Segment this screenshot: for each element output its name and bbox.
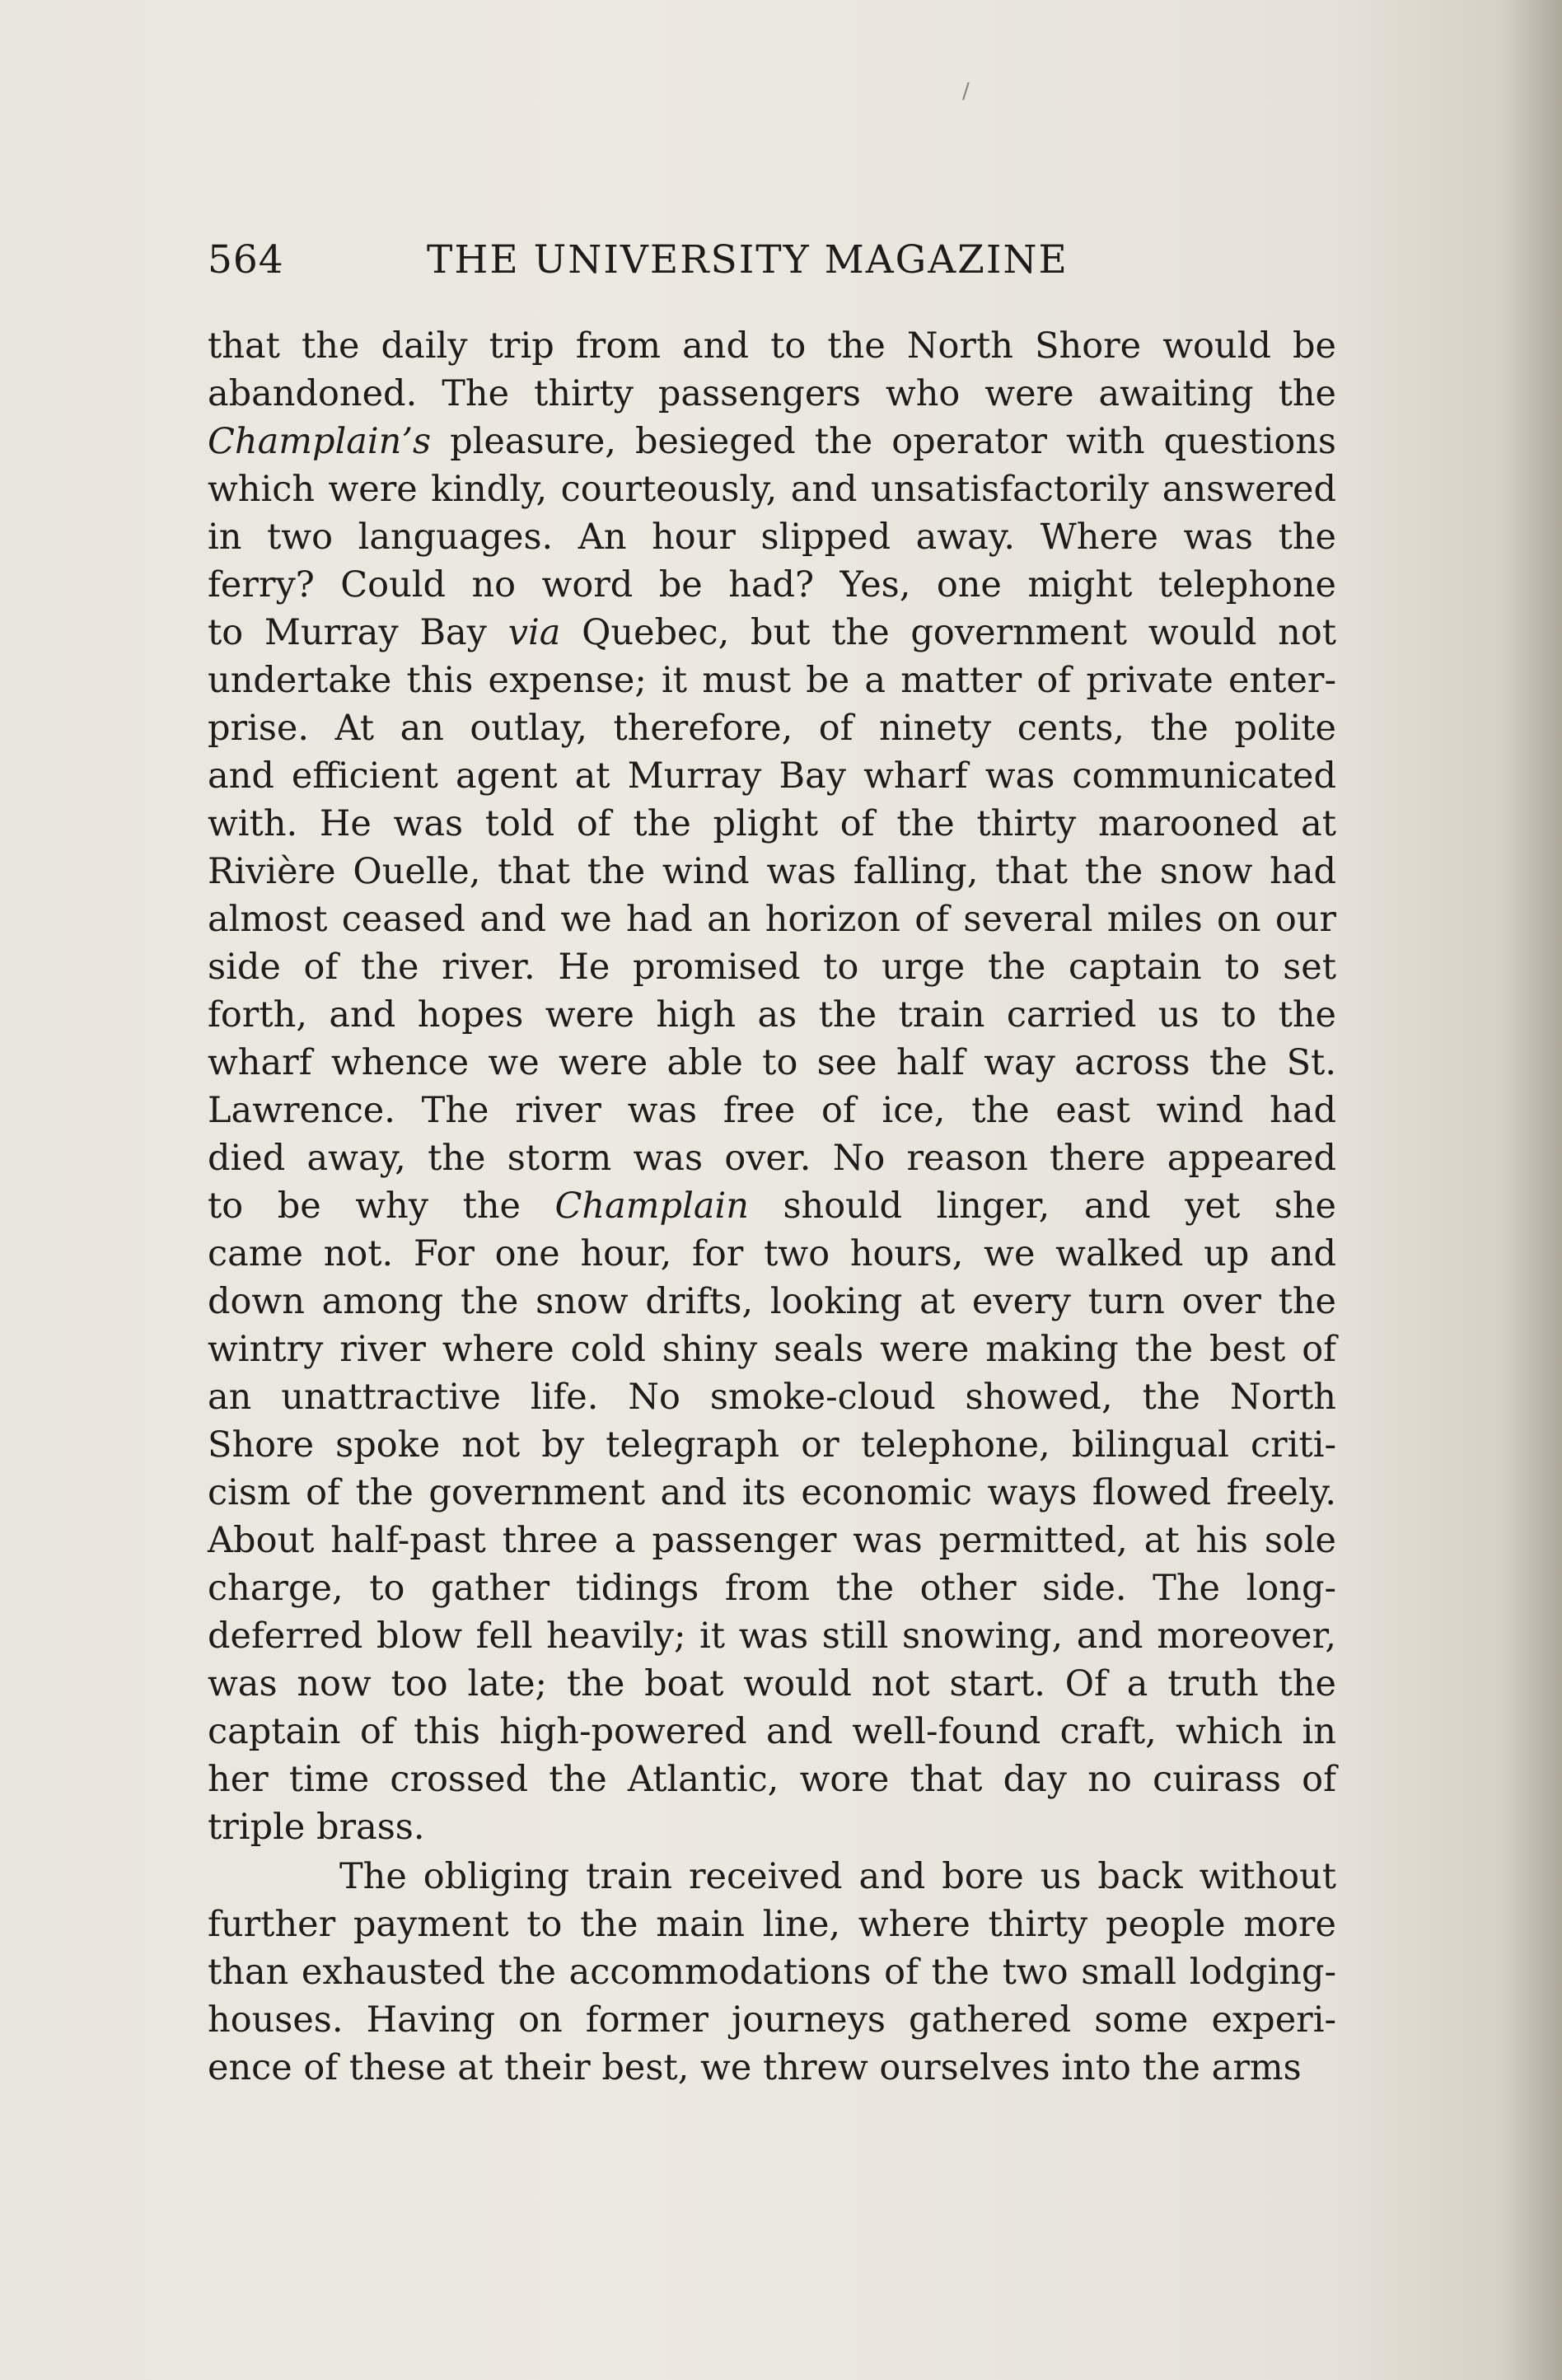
- line-text: to be why the: [208, 1185, 555, 1227]
- text-line: [208, 704, 1336, 752]
- body-text: [208, 322, 1336, 2092]
- line-text: died away, the storm was over. No reason there appeared: [208, 1138, 1336, 1179]
- italic-text: via: [507, 612, 561, 653]
- page-number: 564: [208, 237, 284, 283]
- text-line: [208, 1803, 1336, 1851]
- text-line: [208, 418, 1336, 465]
- text-line: [208, 991, 1336, 1039]
- page-edge-shadow: [1504, 0, 1562, 2380]
- line-text: almost ceased and we had an horizon of several miles on our: [208, 899, 1336, 940]
- line-text: should linger, and yet she: [748, 1185, 1336, 1227]
- line-text: further payment to the main line, where thirty people more: [208, 1904, 1336, 1945]
- text-line: [208, 1612, 1336, 1660]
- line-text: was now too late; the boat would not start. Of a truth the: [208, 1663, 1336, 1704]
- line-text: captain of this high-powered and well-found craft, which in: [208, 1711, 1336, 1752]
- text-line: [208, 1087, 1336, 1134]
- line-text: ence of these at their best, we threw ourselves into the arms: [208, 2047, 1302, 2088]
- line-text: to Murray Bay: [208, 612, 508, 653]
- line-text: than exhausted the accommodations of the two small lodging-: [208, 1952, 1336, 1993]
- text-line: [208, 609, 1336, 657]
- line-text: that the daily trip from and to the North Shore would be: [208, 325, 1336, 367]
- text-line: [208, 1469, 1336, 1517]
- line-text: charge, to gather tidings from the other side. The long-: [208, 1568, 1336, 1609]
- text-line: [208, 657, 1336, 704]
- italic-text: Champlain: [554, 1185, 749, 1227]
- text-line: [208, 1134, 1336, 1182]
- text-line: [208, 848, 1336, 895]
- line-text: and efficient agent at Murray Bay wharf was communicated: [208, 755, 1336, 797]
- line-text: Quebec, but the government would not: [560, 612, 1336, 653]
- line-text: down among the snow drifts, looking at every turn over the: [208, 1281, 1336, 1322]
- text-line: [208, 2044, 1336, 2092]
- text-line: [208, 1039, 1336, 1087]
- text-line: [208, 561, 1336, 609]
- line-text: houses. Having on former journeys gathered some experi-: [208, 1999, 1336, 2041]
- italic-text: Champlain’s: [208, 421, 432, 462]
- line-text: About half-past three a passenger was permitted, at his sole: [208, 1520, 1336, 1561]
- line-text: wharf whence we were able to see half way across the St.: [208, 1042, 1336, 1083]
- text-line: [208, 370, 1336, 418]
- text-line: [208, 1326, 1336, 1373]
- text-line: [208, 800, 1336, 848]
- line-text: deferred blow fell heavily; it was still snowing, and moreover,: [208, 1616, 1336, 1657]
- text-line: [208, 513, 1336, 561]
- line-text: in two languages. An hour slipped away. Where was the: [208, 517, 1336, 558]
- text-line: [208, 1660, 1336, 1708]
- line-text: triple brass.: [208, 1807, 425, 1848]
- line-text: Shore spoke not by telegraph or telephone, bilingual criti-: [208, 1424, 1336, 1466]
- text-line: [208, 1373, 1336, 1421]
- text-line: [208, 1230, 1336, 1278]
- text-line: [208, 1948, 1336, 1996]
- line-text: which were kindly, courteously, and unsatisfactorily answered: [208, 469, 1336, 510]
- line-text: Rivière Ouelle, that the wind was falling, that the snow had: [208, 851, 1336, 892]
- text-line: [208, 1182, 1336, 1230]
- pencil-mark: /: [962, 79, 970, 104]
- line-text: her time crossed the Atlantic, wore that day no cuirass of: [208, 1759, 1336, 1800]
- text-line: [208, 1901, 1336, 1948]
- text-line: [208, 752, 1336, 800]
- text-line: [208, 1278, 1336, 1326]
- line-text: wintry river where cold shiny seals were making the best of: [208, 1329, 1336, 1370]
- line-text: The obliging train received and bore us back without: [339, 1856, 1336, 1897]
- line-text: pleasure, besieged the operator with questions: [431, 421, 1336, 462]
- text-line: [208, 943, 1336, 991]
- text-line: [208, 1756, 1336, 1803]
- journal-title: THE UNIVERSITY MAGAZINE: [427, 237, 1069, 283]
- line-text: came not. For one hour, for two hours, we walked up and: [208, 1233, 1336, 1274]
- text-line: [208, 1708, 1336, 1756]
- line-text: prise. At an outlay, therefore, of ninety cents, the polite: [208, 708, 1336, 749]
- text-line: [208, 465, 1336, 513]
- text-line: [208, 322, 1336, 370]
- text-line: [208, 1517, 1336, 1564]
- line-text: with. He was told of the plight of the thirty marooned at: [208, 803, 1336, 844]
- line-text: ferry? Could no word be had? Yes, one might telephone: [208, 564, 1336, 606]
- line-text: forth, and hopes were high as the train carried us to the: [208, 994, 1336, 1036]
- text-line: [208, 1564, 1336, 1612]
- line-text: abandoned. The thirty passengers who were awaiting the: [208, 373, 1336, 414]
- line-text: undertake this expense; it must be a matter of private enter-: [208, 660, 1336, 701]
- text-line: [208, 1996, 1336, 2044]
- line-text: an unattractive life. No smoke-cloud showed, the North: [208, 1377, 1336, 1418]
- line-text: Lawrence. The river was free of ice, the east wind had: [208, 1090, 1336, 1131]
- line-text: side of the river. He promised to urge the captain to set: [208, 947, 1336, 988]
- line-text: cism of the government and its economic ways flowed freely.: [208, 1472, 1336, 1513]
- running-head: [208, 237, 1089, 290]
- text-line: [208, 1421, 1336, 1469]
- text-line: [208, 895, 1336, 943]
- text-line: [208, 1853, 1336, 1901]
